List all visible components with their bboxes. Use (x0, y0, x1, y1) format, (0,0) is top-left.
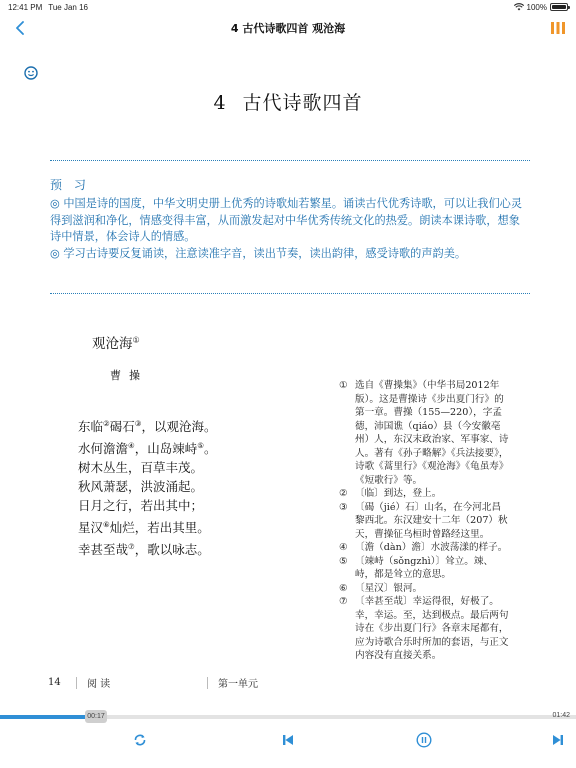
audio-progress-bar[interactable] (0, 715, 576, 719)
status-right (514, 3, 568, 12)
smiley-icon (24, 66, 38, 80)
footnote: ① 选自《曹操集》（中华书局2012年版）。这是曹操诗《步出夏门行》的第一章。曹操（155—220），字孟德，沛国谯（qiáo）县（今安徽亳州）人，东汉末政治家、军事家、诗人。著有《孙子略解》《兵法接要》，诗歌《蒿里行》《观沧海》《龟虽寿》《短歌行》等。 (339, 380, 509, 486)
poem-line[interactable]: 水何澹澹④，山岛竦峙⑤。 (78, 441, 217, 457)
previous-track-icon (281, 733, 295, 747)
lesson-title (0, 88, 576, 115)
audio-progress-fill (0, 715, 96, 719)
status-time: 12:41 PM (8, 2, 43, 12)
elapsed-time: 00:17 (87, 713, 105, 720)
previous-track-button[interactable] (276, 728, 300, 752)
footnotes (339, 379, 509, 663)
poem-line[interactable]: 树木丛生，百草丰茂。 (78, 460, 204, 476)
poem-line[interactable]: 秋风萧瑟，洪波涌起。 (78, 479, 204, 495)
smiley-button[interactable] (24, 65, 38, 79)
footnote: ⑤ 〔竦峙（sǒngzhì）〕耸立。竦、峙，都是耸立的意思。 (339, 555, 494, 580)
book-page (0, 42, 576, 712)
player-controls (0, 722, 576, 768)
footnote: ③ 〔碣（jié）石〕山名，在今河北昌黎西北。东汉建安十二年（207）秋天，曹操征乌桓时曾路经这里。 (339, 501, 508, 540)
chevron-left-icon (15, 21, 25, 35)
page-footer (48, 675, 528, 690)
poem-line[interactable]: 幸甚至哉⑦，歌以咏志。 (78, 542, 210, 558)
footnote: ② 〔临〕到达，登上。 (339, 488, 442, 499)
page-number: 14 (48, 677, 61, 688)
poem-line[interactable]: 星汉⑥灿烂，若出其里。 (78, 520, 210, 536)
divider-bottom (50, 293, 530, 294)
battery-percent: 100% (526, 2, 547, 12)
total-time: 01:42 (552, 712, 570, 719)
repeat-icon (133, 733, 147, 747)
footer-divider (76, 677, 77, 689)
pause-icon (416, 732, 432, 748)
pause-button[interactable] (412, 728, 436, 752)
footnote: ④ 〔澹（dàn）澹〕水波荡漾的样子。 (339, 542, 508, 553)
poem-title-text: 观沧海 (92, 336, 133, 352)
contents-button[interactable] (550, 20, 566, 36)
wifi-icon (514, 3, 524, 11)
footnote: ⑥ 〔星汉〕银河。 (339, 582, 423, 594)
lesson-number: 4 (213, 92, 227, 114)
footer-unit: 第一单元 (218, 679, 258, 690)
back-button[interactable] (10, 18, 30, 38)
footnote-mark: ① (132, 335, 140, 345)
status-bar (0, 0, 576, 14)
book-columns-icon (550, 20, 566, 36)
nav-title: 4 古代诗歌四首 观沧海 (230, 22, 346, 35)
next-track-icon (551, 733, 565, 747)
repeat-button[interactable] (128, 728, 152, 752)
footer-divider (207, 677, 208, 689)
footnote: ⑦ 〔幸甚至哉〕幸运得很，好极了。幸，幸运。至，达到极点。最后两句诗在《步出夏门行》各章末尾都有，应为诗歌合乐时所加的套语，与正文内容没有直接关系。 (339, 596, 509, 661)
next-track-button[interactable] (546, 728, 570, 752)
preview-section (50, 176, 530, 262)
poem-line[interactable]: 日月之行，若出其中； (78, 498, 204, 514)
poem-title[interactable] (92, 332, 140, 352)
preview-paragraph: ◎ 中国是诗的国度，中华文明史册上优秀的诗歌灿若繁星。诵读古代优秀诗歌，可以让我们心灵得到滋润和净化，情感变得丰富，从而激发起对中华优秀传统文化的热爱。朗读本课诗歌，想象诗中情景，体会诗人的情感。 (50, 197, 523, 244)
preview-paragraph: ◎ 学习古诗要反复诵读，注意读准字音，读出节奏，读出韵律，感受诗歌的声韵美。 (50, 246, 467, 260)
poem-author: 曹操 (110, 369, 148, 382)
footer-section: 阅 读 (87, 679, 111, 690)
poem-body (78, 414, 217, 560)
lesson-title-text: 古代诗歌四首 (242, 92, 363, 114)
divider-top (50, 160, 530, 161)
status-date: Tue Jan 16 (48, 2, 88, 12)
nav-bar (0, 14, 576, 42)
poem-line[interactable]: 东临②碣石③，以观沧海。 (78, 419, 217, 435)
preview-heading: 预 习 (50, 178, 90, 192)
battery-icon (550, 3, 568, 11)
